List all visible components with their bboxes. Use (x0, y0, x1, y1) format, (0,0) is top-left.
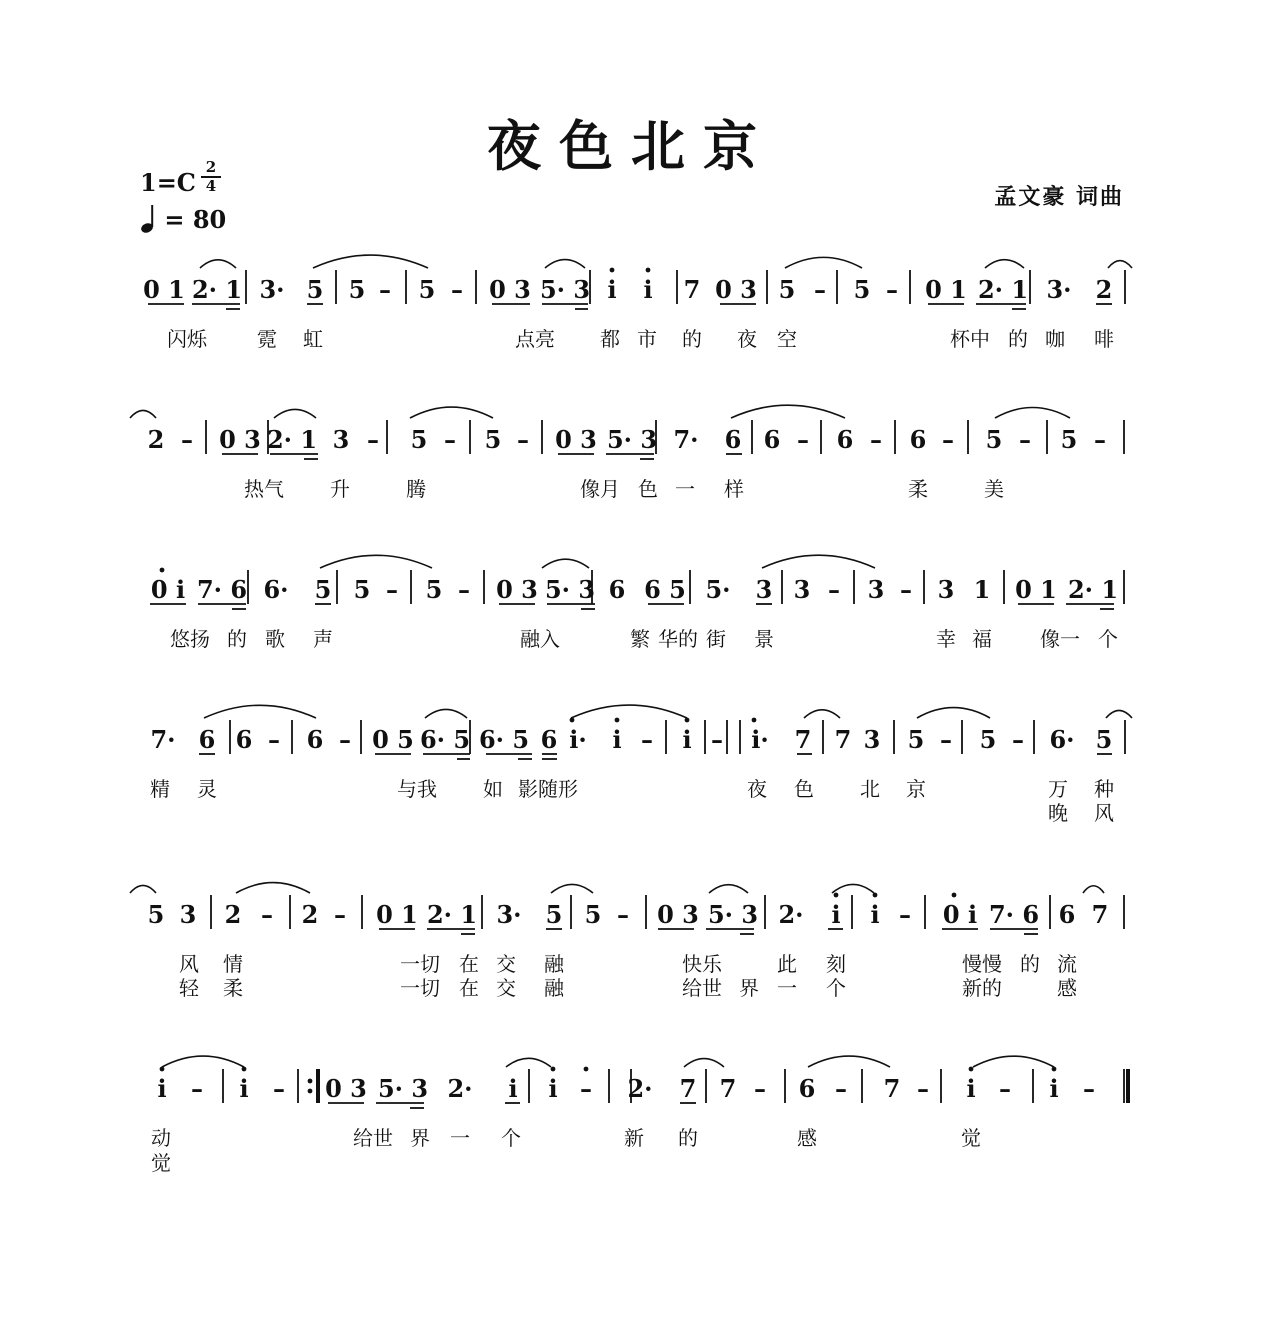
note: i (508, 1074, 518, 1103)
note: 7· (673, 425, 699, 454)
lyric: 虹 (303, 327, 323, 351)
note: 5 (985, 425, 1003, 454)
lyric: 杯中 (950, 327, 990, 351)
lyric: 界 (410, 1126, 430, 1150)
tie-slur (1106, 710, 1132, 718)
note: – (268, 725, 280, 754)
note: – (940, 725, 952, 754)
note: 7· 6 (988, 900, 1040, 929)
note: i (239, 1074, 249, 1103)
lyric: 升 (330, 477, 350, 501)
lyric: 街 (706, 627, 726, 651)
note: 3 (793, 575, 811, 604)
note: i (870, 900, 880, 929)
lyric-second-verse: 柔 (223, 976, 243, 1000)
octave-dot (685, 718, 690, 723)
tie-slur (274, 409, 316, 418)
lyric: 种 (1094, 777, 1114, 801)
octave-dot (952, 893, 957, 898)
note: – (386, 575, 398, 604)
note: 3 (332, 425, 350, 454)
lyric: 快乐 (682, 952, 722, 976)
lyric-second-verse: 一切 (400, 976, 440, 1000)
note: 2 (147, 425, 165, 454)
note: 2 (224, 900, 242, 929)
lyric: 夜 (737, 327, 757, 351)
note: 7 (683, 275, 701, 304)
tie-slur (545, 260, 585, 268)
repeat-dot (308, 1079, 313, 1084)
lyric: 精 (150, 777, 170, 801)
lyric: 动 (151, 1126, 171, 1150)
note: 7 (679, 1074, 697, 1103)
lyric: 夜 (747, 777, 767, 801)
note: 5· 3 (707, 900, 759, 929)
tie-slur (236, 883, 310, 893)
note: 5· 3 (606, 425, 658, 454)
note: – (828, 575, 840, 604)
note: 6 (198, 725, 216, 754)
note: i (682, 725, 692, 754)
note: 2· 1 (426, 900, 478, 929)
lyric: 点亮 (515, 327, 555, 351)
note: 5 (306, 275, 324, 304)
tie-slur (684, 1059, 724, 1067)
tie-slur (130, 885, 156, 893)
note: – (797, 425, 809, 454)
lyric: 融 (544, 952, 564, 976)
octave-dot (584, 1067, 589, 1072)
lyric: 一 (675, 477, 695, 501)
note: – (917, 1074, 929, 1103)
note: 0 i (942, 900, 978, 929)
octave-dot (969, 1067, 974, 1072)
note: 0 3 (555, 425, 597, 454)
tie-slur (762, 555, 875, 568)
tie-slur (917, 708, 990, 718)
note: 6 (798, 1074, 816, 1103)
tie-slur (162, 1056, 244, 1067)
note: 3 (863, 725, 881, 754)
note: 3 (179, 900, 197, 929)
lyric-second-verse: 交 (496, 976, 516, 1000)
tie-slur (1083, 886, 1104, 893)
lyric: 像月 (580, 477, 620, 501)
note: – (641, 725, 653, 754)
note: – (870, 425, 882, 454)
note: 5 (410, 425, 428, 454)
lyric-second-verse: 轻 (179, 976, 199, 1000)
lyric-second-verse: 在 (459, 976, 479, 1000)
tie-slur (808, 1056, 890, 1067)
tie-slur (709, 885, 748, 893)
lyric: 北 (860, 777, 880, 801)
lyric: 歌 (265, 627, 285, 651)
lyric: 都 (600, 327, 620, 351)
note: 6· 5 (478, 725, 530, 754)
note: 6 (540, 725, 558, 754)
lyric-second-verse: 风 (1094, 801, 1114, 825)
lyric: 风 (179, 952, 199, 976)
note: 5 (979, 725, 997, 754)
note: 5 (353, 575, 371, 604)
note: 3 (755, 575, 773, 604)
note: 3· (259, 275, 285, 304)
tie-slur (995, 408, 1070, 419)
note: 6· 5 (419, 725, 471, 754)
tie-slur (551, 884, 593, 893)
lyric: 情 (223, 952, 243, 976)
octave-dot (551, 1067, 556, 1072)
tie-slur (204, 705, 316, 718)
note: – (1012, 725, 1024, 754)
note: 2 (301, 900, 319, 929)
note: 7 (883, 1074, 901, 1103)
octave-dot (834, 893, 839, 898)
note: 2 (1095, 275, 1113, 304)
lyric: 的 (1020, 952, 1040, 976)
note: – (617, 900, 629, 929)
tie-slur (785, 257, 862, 268)
lyric-second-verse: 晚 (1048, 801, 1068, 825)
tie-slur (804, 710, 840, 718)
note: – (517, 425, 529, 454)
tie-slur (410, 407, 493, 418)
note: – (458, 575, 470, 604)
lyric: 融入 (520, 627, 560, 651)
lyric: 在 (459, 952, 479, 976)
lyric: 灵 (197, 777, 217, 801)
lyric-second-verse: 界 (739, 976, 759, 1000)
lyric: 与我 (397, 777, 437, 801)
note: – (999, 1074, 1011, 1103)
lyric-second-verse: 给世 (682, 976, 722, 1000)
lyric: 京 (906, 777, 926, 801)
lyric-second-verse: 感 (1057, 976, 1077, 1000)
note: 3 (937, 575, 955, 604)
note: 0 1 (925, 275, 967, 304)
lyric: 色 (794, 777, 814, 801)
note: – (379, 275, 391, 304)
octave-dot (1052, 1067, 1057, 1072)
lyric: 美 (984, 477, 1004, 501)
lyric: 像一 (1040, 627, 1080, 651)
note: 0 3 (715, 275, 757, 304)
octave-dot (646, 268, 651, 273)
note: – (444, 425, 456, 454)
tie-slur (506, 1058, 551, 1067)
note: 5 (907, 725, 925, 754)
note: 7 (834, 725, 852, 754)
tie-slur (973, 1056, 1054, 1067)
octave-dot (752, 718, 757, 723)
note: – (1019, 425, 1031, 454)
lyric: 景 (754, 627, 774, 651)
note: – (451, 275, 463, 304)
note: 5 (425, 575, 443, 604)
note: 0 3 (219, 425, 261, 454)
note: 5 (853, 275, 871, 304)
note: – (191, 1074, 203, 1103)
lyric: 此 (777, 952, 797, 976)
tie-slur (320, 555, 432, 568)
note: 0 i (150, 575, 186, 604)
lyric: 的 (682, 327, 702, 351)
note: 5· 3 (544, 575, 596, 604)
lyric: 咖 (1045, 327, 1065, 351)
tie-slur (313, 255, 428, 268)
lyric: 交 (496, 952, 516, 976)
note: i (643, 275, 653, 304)
note: 7 (719, 1074, 737, 1103)
tie-slur (731, 405, 845, 418)
note: – (886, 275, 898, 304)
note: – (339, 725, 351, 754)
note: – (1083, 1074, 1095, 1103)
note: 3· (496, 900, 522, 929)
tempo-value: = 80 (164, 205, 227, 234)
note: 0 3 (657, 900, 699, 929)
note: 5 (1060, 425, 1078, 454)
note: – (814, 275, 826, 304)
note: 6 (306, 725, 324, 754)
note: – (899, 900, 911, 929)
note: 5 (545, 900, 563, 929)
note: – (835, 1074, 847, 1103)
note: 6 (724, 425, 742, 454)
lyric: 样 (724, 477, 744, 501)
lyric-second-verse: 觉 (151, 1151, 171, 1175)
note: – (334, 900, 346, 929)
note: 7 (1091, 900, 1109, 929)
lyric: 的 (678, 1126, 698, 1150)
lyric: 柔 (908, 477, 928, 501)
note: 6 (608, 575, 626, 604)
note: i (607, 275, 617, 304)
lyric: 感 (797, 1126, 817, 1150)
note: 5· 3 (377, 1074, 429, 1103)
note: 2· (627, 1074, 653, 1103)
lyric: 声 (313, 627, 333, 651)
octave-dot (610, 268, 615, 273)
note: 7· 6 (196, 575, 248, 604)
note: i (966, 1074, 976, 1103)
note: 5· (705, 575, 731, 604)
lyric: 一 (450, 1126, 470, 1150)
lyric: 热气 (244, 477, 284, 501)
tie-slur (542, 559, 589, 568)
lyric: 新 (624, 1126, 644, 1150)
tie-slur (985, 260, 1024, 268)
time-signature-top: 2 (205, 158, 217, 176)
lyric: 华的 (658, 627, 698, 651)
note: 7· (150, 725, 176, 754)
note: 5 (778, 275, 796, 304)
lyric: 万 (1048, 777, 1068, 801)
note: i· (569, 725, 587, 754)
lyric: 的 (227, 627, 247, 651)
lyric: 腾 (406, 477, 426, 501)
lyric: 慢慢 (962, 952, 1002, 976)
tie-slur (832, 884, 874, 893)
lyric: 市 (637, 327, 657, 351)
note: i (548, 1074, 558, 1103)
note: 1 (973, 575, 991, 604)
note: – (580, 1074, 592, 1103)
note: – (273, 1074, 285, 1103)
lyric: 悠扬 (170, 627, 210, 651)
octave-dot (570, 718, 575, 723)
octave-dot (242, 1067, 247, 1072)
lyric: 觉 (961, 1126, 981, 1150)
note: – (181, 425, 193, 454)
note: 5· 3 (539, 275, 591, 304)
note: 0 3 (325, 1074, 367, 1103)
tie-slur (200, 260, 236, 268)
note: 2· 1 (1067, 575, 1119, 604)
note: 0 1 (1015, 575, 1057, 604)
author-credit: 孟文豪 词曲 (994, 185, 1124, 210)
note: 6 (235, 725, 253, 754)
song-title: 夜色北京 (487, 115, 775, 178)
note: 5 (484, 425, 502, 454)
note: – (1094, 425, 1106, 454)
lyric: 给世 (353, 1126, 393, 1150)
note: – (367, 425, 379, 454)
lyric: 个 (501, 1126, 521, 1150)
octave-dot (160, 1067, 165, 1072)
lyric: 福 (972, 627, 992, 651)
note: – (900, 575, 912, 604)
note: 5 (1095, 725, 1113, 754)
lyric: 的 (1008, 327, 1028, 351)
note: 5 (147, 900, 165, 929)
note: i (612, 725, 622, 754)
note: 6· (263, 575, 289, 604)
lyric: 色 (638, 477, 658, 501)
note: 6 (1058, 900, 1076, 929)
note: 2· (778, 900, 804, 929)
note: 6 (763, 425, 781, 454)
note: 2· 1 (977, 275, 1029, 304)
note: 6 (836, 425, 854, 454)
tie-slur (130, 410, 156, 418)
note: 2· (447, 1074, 473, 1103)
note: – (754, 1074, 766, 1103)
lyric-second-verse: 个 (826, 976, 846, 1000)
lyric: 如 (483, 777, 503, 801)
lyric-second-verse: 新的 (962, 976, 1002, 1000)
note: 5 (314, 575, 332, 604)
note: – (942, 425, 954, 454)
note: 5 (418, 275, 436, 304)
note: 0 5 (372, 725, 414, 754)
lyric: 啡 (1094, 327, 1114, 351)
note: 6 5 (644, 575, 686, 604)
note: 5 (584, 900, 602, 929)
lyric: 刻 (826, 952, 846, 976)
lyric: 流 (1057, 952, 1077, 976)
lyric: 霓 (257, 327, 277, 351)
note: 0 3 (489, 275, 531, 304)
note: i (1049, 1074, 1059, 1103)
note: 0 1 (143, 275, 185, 304)
octave-dot (615, 718, 620, 723)
lyric: 影随形 (518, 777, 578, 801)
note: 3 (867, 575, 885, 604)
lyric-second-verse: 融 (544, 976, 564, 1000)
lyric-second-verse: 一 (777, 976, 797, 1000)
key-signature: 1=C (140, 168, 196, 197)
note: i· (751, 725, 769, 754)
note: 0 1 (376, 900, 418, 929)
octave-dot (160, 568, 165, 573)
tie-slur (1108, 261, 1132, 268)
tie-slur (425, 709, 467, 718)
lyric: 空 (777, 327, 797, 351)
note: – (261, 900, 273, 929)
note: 3· (1046, 275, 1072, 304)
time-signature-bottom: 4 (205, 177, 217, 195)
lyric: 闪烁 (167, 327, 207, 351)
note: i (831, 900, 841, 929)
note: – (711, 725, 723, 754)
note: 6 (909, 425, 927, 454)
note: 2· 1 (191, 275, 243, 304)
repeat-dot (308, 1089, 313, 1094)
note: 6· (1049, 725, 1075, 754)
note: 2· 1 (266, 425, 318, 454)
note: i (157, 1074, 167, 1103)
octave-dot (873, 893, 878, 898)
note: 0 3 (496, 575, 538, 604)
lyric: 一切 (400, 952, 440, 976)
note: 7 (794, 725, 812, 754)
note: 5 (348, 275, 366, 304)
lyric: 幸 (936, 627, 956, 651)
lyric: 繁 (630, 627, 650, 651)
tie-slur (571, 705, 687, 718)
lyric: 个 (1098, 627, 1118, 651)
